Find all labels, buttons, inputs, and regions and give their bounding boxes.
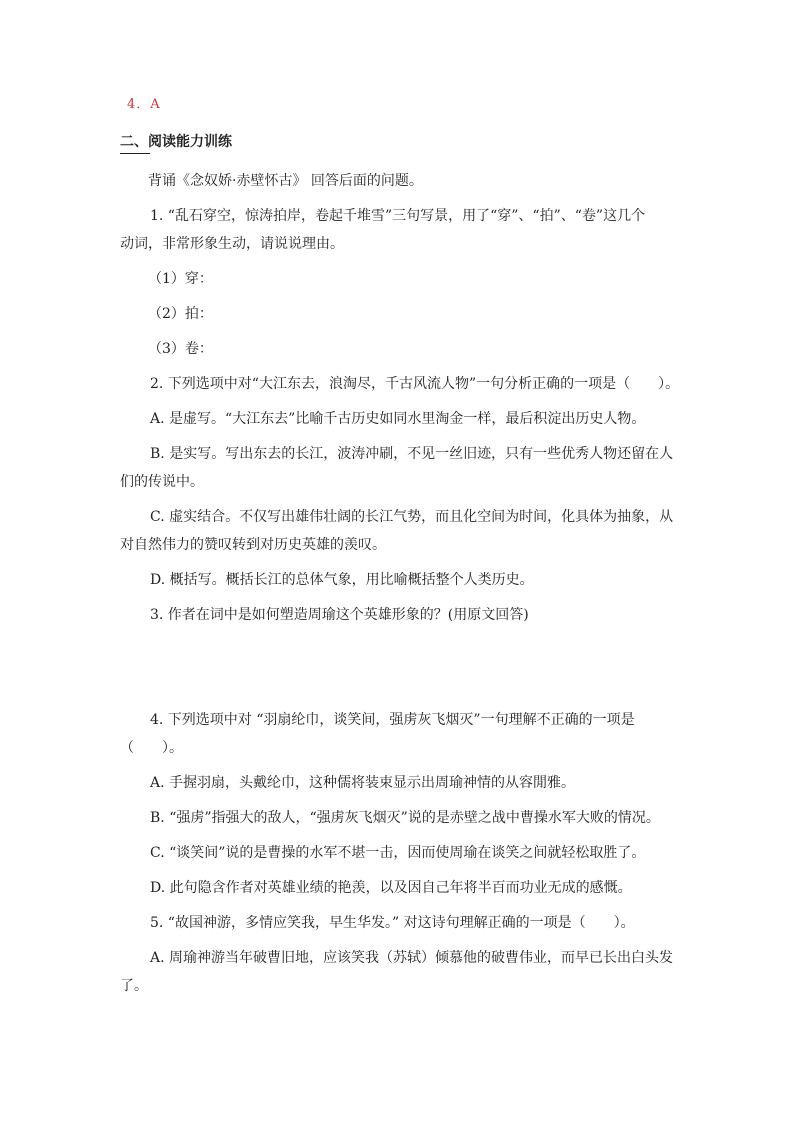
q2-option-a: A. 是虚写。“大江东去”比喻千古历史如同水里淘金一样，最后积淀出历史人物。 — [150, 411, 646, 427]
q2-option-b-line2: 们的传说中。 — [120, 474, 204, 490]
q2-option-b-line1: B. 是实写。写出东去的长江，波涛冲刷，不见一丝旧迹，只有一些优秀人物还留在人 — [150, 446, 674, 462]
q4-option-c: C. “谈笑间”说的是曹操的水军不堪一击，因而使周瑜在谈笑之间就轻松取胜了。 — [150, 845, 646, 861]
q1-sub3: （3）卷： — [148, 341, 213, 357]
intro-text: 背诵《念奴娇·赤壁怀古》 回答后面的问题。 — [148, 173, 423, 189]
q5-stem: 5. “故国神游，多情应笑我，早生华发。” 对这诗句理解正确的一项是（ ）。 — [150, 915, 635, 931]
q4-stem-line2: （ ）。 — [120, 740, 183, 756]
q2-option-d: D. 概括写。概括长江的总体气象，用比喻概括整个人类历史。 — [150, 572, 534, 588]
q4-option-d: D. 此句隐含作者对英雄业绩的艳羡，以及因自己年将半百而功业无成的感慨。 — [150, 880, 632, 896]
q5-option-a-line1: A. 周瑜神游当年破曹旧地，应该笑我（苏轼）倾慕他的破曹伟业，而早已长出白头发 — [150, 950, 674, 966]
q2-stem: 2. 下列选项中对“大江东去，浪淘尽，千古风流人物”一句分析正确的一项是（ ）。 — [150, 376, 680, 392]
q1-sub1: （1）穿： — [148, 271, 213, 287]
answer-line: 4．A — [127, 97, 161, 112]
q1-stem-line2: 动词，非常形象生动，请说说理由。 — [120, 236, 344, 252]
q4-option-b: B. “强虏”指强大的敌人，“强虏灰飞烟灭”说的是赤壁之战中曹操水军大败的情况。 — [150, 810, 660, 826]
section-title: 二、阅读能力训练 — [120, 134, 232, 150]
q1-stem-line1: 1. “乱石穿空，惊涛拍岸，卷起千堆雪”三句写景，用了“穿”、“拍”、“卷”这几个 — [150, 208, 646, 224]
q2-option-c-line2: 对自然伟力的赞叹转到对历史英雄的羡叹。 — [120, 537, 386, 553]
q4-option-a: A. 手握羽扇，头戴纶巾，这种儒将装束显示出周瑜神情的从容閒雅。 — [150, 775, 576, 791]
q5-option-a-line2: 了。 — [120, 978, 148, 994]
q3-stem: 3. 作者在词中是如何塑造周瑜这个英雄形象的？(用原文回答) — [150, 607, 529, 623]
q1-sub2: （2）拍： — [148, 306, 213, 322]
q2-option-c-line1: C. 虚实结合。不仅写出雄伟壮阔的长江气势，而且化空间为时间，化具体为抽象，从 — [150, 509, 674, 525]
q4-stem-line1: 4. 下列选项中对 “羽扇纶巾，谈笑间，强虏灰飞烟灭”一句理解不正确的一项是 — [150, 712, 635, 728]
section-title-underline — [120, 153, 150, 154]
